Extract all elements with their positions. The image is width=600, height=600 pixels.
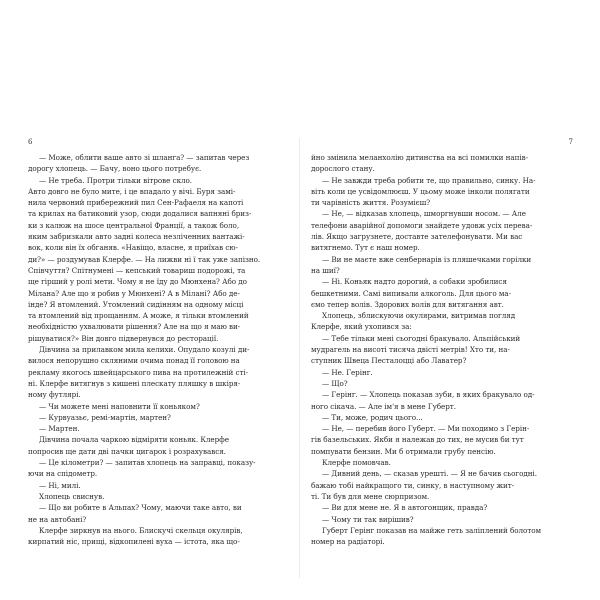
text-line: необхідністю ухвалювати рішення? Але на що я маю ви- <box>28 322 241 332</box>
left-page-number: 6 <box>28 138 33 146</box>
text-line: — Що ви робите в Альпах? Чому, маючи таке авто, ви <box>39 503 242 513</box>
text-line: гів базельських. Якби я належав до тих, не мусив би тут <box>311 435 524 445</box>
text-line: на шиї? <box>311 265 340 275</box>
text-line: рішуватися?» Він довго підвернувся до ресторації. <box>28 333 219 343</box>
text-line: — Тебе тільки мені сьогодні бракувало. Альпійський <box>322 333 521 343</box>
text-line: віть коли це усвідомлюєш. У цьому може інколи полягати <box>311 186 530 196</box>
text-line: телефони аварійної допомоги знайдете удовж усіх перева- <box>311 220 533 230</box>
text-line: Клерфе, який ухопився за: <box>311 322 412 332</box>
text-line: ти чарівність життя. Розумієш? <box>311 198 431 208</box>
text-line: — Ти, може, родич цього... <box>322 412 423 422</box>
text-line: — Ви не маєте вже сенбернарів із пляшечками горілки <box>322 254 532 264</box>
text-line: помпувати бензин. Ми б отримали грубу пенсію. <box>311 446 496 456</box>
text-line: вилося непорушно скляними очима понад її головою на <box>28 356 240 366</box>
text-line: — Герінг. — Хлопець показав зуби, в яких бракувало од- <box>322 390 535 400</box>
text-line: рекламу якогось швейцарського пива на протилежній сті- <box>28 367 249 377</box>
text-line: ні. Клерфе витягнув з кишені плескату пляшку в шкіря- <box>28 378 241 388</box>
text-line: Хлопець, зблискуючи окулярами, витримав погляд <box>322 311 516 321</box>
left-page-text <box>28 152 290 547</box>
text-line: та крилах на батиковий узор, сюди додалися вапняні бриз- <box>28 209 252 219</box>
text-line: — Ні. Коньяк надто дорогий, а собаки зробилися <box>322 277 507 287</box>
text-line: — Не треба. Протри тільки вітрове скло. <box>39 175 193 185</box>
text-line: ємо тепер волів. Здорових волів для витягання авт. <box>311 299 504 309</box>
text-line: — Ні, милі. <box>39 480 81 490</box>
text-line: не на автобані? <box>28 514 87 524</box>
text-line: номер на радіаторі. <box>311 537 385 547</box>
text-line: ступник Швеца Песталоцці або Лаватер? <box>311 356 467 366</box>
text-line: Клерфе помовчав. <box>322 458 391 468</box>
page-gutter <box>299 138 300 578</box>
text-line: та втомлений від прощанням. А може, я тільки втомлений <box>28 311 249 321</box>
text-line: попросив ще дати дві пачки цигарок і розрахувався. <box>28 446 226 456</box>
text-line: — Дивний день, — сказав урешті. — Я не бачив сьогодні. <box>322 469 538 479</box>
text-line: ті. Ти був для мене сюрпризом. <box>311 491 430 501</box>
text-line: ного сікача. — Але ім'я в мене Губерт. <box>311 401 456 411</box>
text-line: Співчуття? Спітнумені — кепський товариш подорожі, та <box>28 265 246 275</box>
text-line: витягнемо. Тут є наш номер. <box>311 243 420 253</box>
right-page <box>311 138 573 547</box>
right-page-text <box>311 152 573 547</box>
text-line: Клерфе зиркнув на нього. Блискучі скельця окулярів, <box>39 525 243 535</box>
text-line: ки з калюж на шосе центральної Франції, а також боло, <box>28 220 240 230</box>
text-line: йно змінила меланхолію дитинства на всі помилки напів- <box>311 153 528 162</box>
text-line: Авто довго не було мите, і це впадало у вічі. Буря замі- <box>28 186 236 196</box>
text-line: дорогу хлопець. — Бачу, воно цього потребує. <box>28 164 202 174</box>
text-line: дорослого стану. <box>311 164 375 174</box>
left-page <box>28 138 290 547</box>
text-line: ючи на спідометр. <box>28 469 98 479</box>
text-line: — Це кілометри? — запитав хлопець на заправці, показу- <box>39 458 256 468</box>
text-line: — Курвуазьє, ремі-мартін, мартен? <box>39 412 171 422</box>
text-line: — Не. Герінг. <box>322 367 373 377</box>
text-line: ди?» — роздумував Клерфе. — На лижви ні ї так уже запізно. <box>28 254 261 264</box>
text-line: Хлопець свиснув. <box>39 491 105 501</box>
text-line: — Ви для мене не. Я в автогонщик, правда? <box>322 503 488 513</box>
text-line: ще гірший у ролі мети. Чому я не їду до Мюнхена? Або до <box>28 277 247 287</box>
text-line: Дівчина почала чаркою відміряти коньяк. Клерфе <box>39 435 229 445</box>
text-line: — Що? <box>322 378 348 388</box>
text-line: бажаю тобі найкращого ти, синку, в наступному жит- <box>311 480 515 490</box>
text-line: інде? Я втомлений. Утомлений сидінням на одному місці <box>28 299 244 309</box>
text-line: кирпатий ніс, прищі, відкопилені вуха — істота, яка що- <box>28 537 240 547</box>
text-line: Дівчина за прилавком мила келихи. Опудало козулі ди- <box>39 345 250 355</box>
right-page-number: 7 <box>568 138 573 146</box>
text-line: — Не завжди треба робити те, що правильно, синку. На- <box>322 175 536 185</box>
text-line: мудрагель на висоті тисяча двісті метрів! Хто ти, на- <box>311 345 510 355</box>
text-line: нила червоний прибережний пил Сен-Рафаеля на капоті <box>28 198 244 208</box>
text-line: лів. Якщо загрузнете, доставте зателефонувати. Ми вас <box>311 232 523 242</box>
text-line: Мілана? Але що я робив у Мюнхені? А в Мілані? Або де- <box>28 288 240 298</box>
text-line: — Чому ти так вирішив? <box>322 514 414 524</box>
text-line: — Мартен. <box>39 424 80 434</box>
text-line: яким забризкали авто задні колеса незліченних вантажі- <box>28 232 245 242</box>
text-line: Губерт Герінг показав на майже геть заліплений болотом <box>322 525 542 535</box>
text-line: — Не, — перебив його Губерт. — Ми походимо з Герін- <box>322 424 530 434</box>
text-line: — Може, облити ваше авто зі шланга? — запитав через <box>39 153 250 162</box>
text-line: — Чи можете мені наповнити її коньяком? <box>39 401 200 411</box>
text-line: вок, коли він їх обганяв. «Навіщо, власне, я приїхав сю- <box>28 243 238 253</box>
text-line: бешкетними. Самі випивали алкоголь. Для цього ма- <box>311 288 512 298</box>
text-line: ному футлярі. <box>28 390 81 400</box>
text-line: — Не, — відказав хлопець, шморгнувши носом. — Але <box>322 209 526 219</box>
